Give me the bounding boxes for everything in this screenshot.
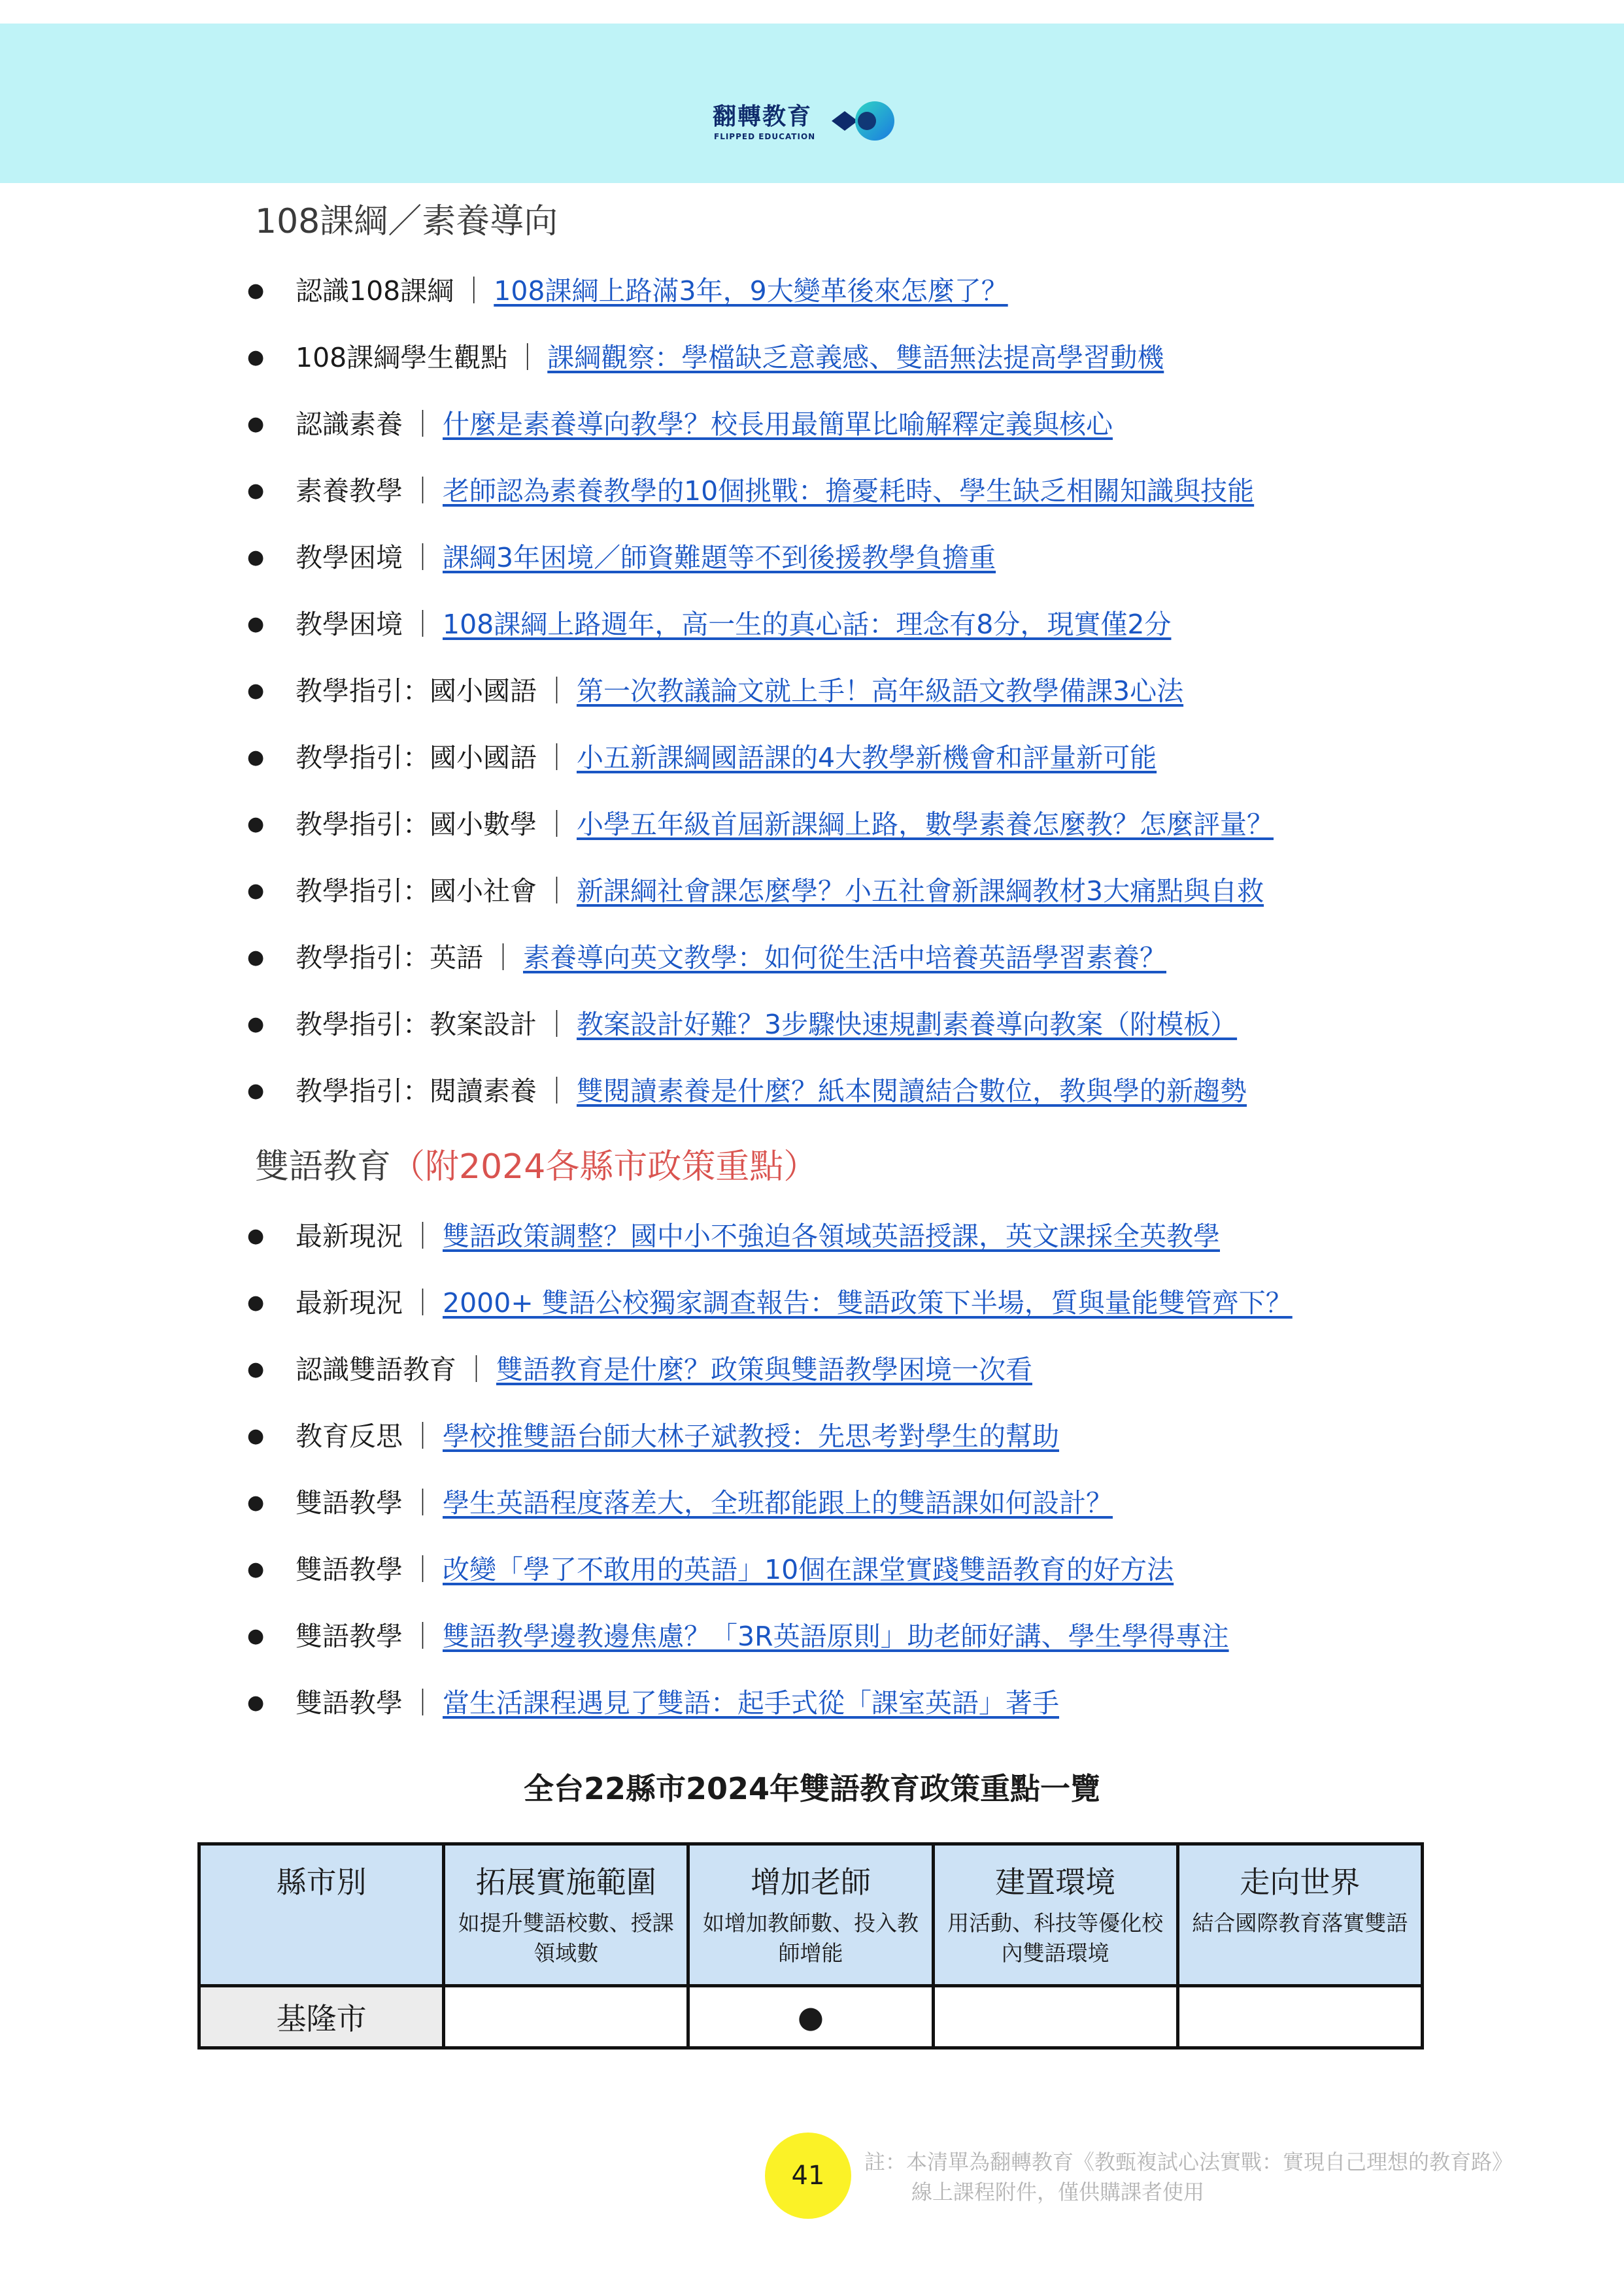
separator: ｜ (460, 275, 488, 307)
bullet: ● (247, 879, 265, 902)
list-item (247, 1680, 1059, 1726)
item-label: 教學困境 (296, 609, 403, 640)
list-item (247, 1480, 1113, 1526)
separator: ｜ (409, 609, 436, 640)
bullet: ● (247, 946, 265, 969)
bullet: ● (247, 813, 265, 835)
separator: ｜ (463, 1354, 490, 1385)
separator: ｜ (409, 1221, 436, 1252)
article-link[interactable]: 課綱觀察：學檔缺乏意義感、雙語無法提高學習動機 (547, 342, 1164, 373)
brand-logo[interactable] (713, 98, 909, 150)
header-main: 走向世界 (1240, 1864, 1361, 1900)
article-link[interactable]: 2000+ 雙語公校獨家調查報告：雙語政策下半場，質與量能雙管齊下？ (443, 1287, 1293, 1319)
header-build-environment (933, 1844, 1177, 1986)
list-item (247, 1002, 1237, 1047)
list-item (247, 1213, 1220, 1259)
policy-cell (933, 1986, 1177, 2048)
policy-cell: ● (688, 1986, 933, 2048)
separator: ｜ (409, 1554, 436, 1585)
separator: ｜ (409, 542, 436, 573)
list-item (247, 601, 1171, 647)
separator: ｜ (409, 475, 436, 507)
header-sub: 用活動、科技等優化校內雙語環境 (947, 1910, 1164, 1966)
article-link[interactable]: 雙語教學邊教邊焦慮？「3R英語原則」助老師好講、學生學得專注 (443, 1621, 1229, 1652)
article-link[interactable]: 小學五年級首屆新課綱上路，數學素養怎麼教？怎麼評量？ (577, 809, 1274, 840)
brand-name-zh: 翻轉教育 (713, 103, 813, 130)
item-label: 雙語教學 (296, 1687, 403, 1719)
list-item (247, 401, 1113, 447)
bullet: ● (247, 346, 265, 369)
brand-name-en: FLIPPED EDUCATION (714, 132, 816, 141)
section-title-curriculum (255, 194, 558, 243)
article-link[interactable]: 老師認為素養教學的10個挑戰：擔憂耗時、學生缺乏相關知識與技能 (443, 475, 1255, 507)
article-link[interactable]: 雙閱讀素養是什麼？紙本閱讀結合數位，教與學的新趨勢 (577, 1075, 1247, 1107)
separator: ｜ (543, 1009, 570, 1040)
separator: ｜ (409, 1621, 436, 1652)
separator: ｜ (543, 675, 570, 707)
bullet: ● (247, 1013, 265, 1036)
policy-cell (1177, 1986, 1422, 2048)
city-cell: 基隆市 (199, 1986, 444, 2048)
item-label: 108課綱學生觀點 (296, 342, 508, 373)
section-title-bilingual (255, 1139, 817, 1188)
separator: ｜ (409, 1287, 436, 1319)
bullet: ● (247, 679, 265, 702)
section-title-text: 雙語教育 (255, 1147, 392, 1187)
article-link[interactable]: 第一次教議論文就上手！高年級語文教學備課3心法 (577, 675, 1184, 707)
header-go-global (1177, 1844, 1422, 1986)
list-item (247, 535, 996, 581)
header-sub: 結合國際教育落實雙語 (1192, 1910, 1408, 1936)
item-label: 教學指引：教案設計 (296, 1009, 537, 1040)
separator: ｜ (543, 809, 570, 840)
article-link[interactable]: 什麼是素養導向教學？校長用最簡單比喻解釋定義與核心 (443, 409, 1113, 440)
item-label: 教學指引：英語 (296, 942, 483, 973)
item-label: 素養教學 (296, 475, 403, 507)
bullet: ● (247, 1079, 265, 1102)
section-title-text: 108課綱／素養導向 (255, 202, 558, 241)
footer-note-line1: 註：本清單為翻轉教育《教甄複試心法實戰：實現自己理想的教育路》 (864, 2150, 1514, 2174)
list-item (247, 468, 1254, 514)
separator: ｜ (543, 1075, 570, 1107)
separator: ｜ (543, 875, 570, 907)
table-header-row (199, 1844, 1423, 1986)
list-item (247, 868, 1264, 914)
bullet: ● (247, 279, 265, 302)
bullet: ● (247, 1691, 265, 1714)
item-label: 雙語教學 (296, 1487, 403, 1519)
list-item (247, 735, 1157, 781)
bullet: ● (247, 546, 265, 569)
header-sub: 如增加教師數、投入教師增能 (702, 1910, 919, 1966)
item-label: 認識雙語教育 (296, 1354, 456, 1385)
bullet: ● (247, 413, 265, 435)
policy-table (197, 1842, 1424, 2049)
item-label: 教學指引：國小數學 (296, 809, 537, 840)
bullet: ● (247, 1625, 265, 1647)
article-link[interactable]: 108課綱上路滿3年，9大變革後來怎麼了？ (494, 275, 1008, 307)
footer-note-line2: 線上課程附件，僅供購課者使用 (911, 2180, 1205, 2204)
header-city (199, 1844, 444, 1986)
article-link[interactable]: 108課綱上路週年，高一生的真心話：理念有8分，現實僅2分 (443, 609, 1172, 640)
item-label: 最新現況 (296, 1221, 403, 1252)
article-link[interactable]: 當生活課程遇見了雙語：起手式從「課室英語」著手 (443, 1687, 1059, 1719)
article-link[interactable]: 課綱3年困境／師資難題等不到後援教學負擔重 (443, 542, 996, 573)
item-label: 雙語教學 (296, 1621, 403, 1652)
article-link[interactable]: 教案設計好難？3步驟快速規劃素養導向教案（附模板） (577, 1009, 1238, 1040)
item-label: 認識108課綱 (296, 275, 454, 307)
article-link[interactable]: 學校推雙語台師大林子斌教授：先思考對學生的幫助 (443, 1421, 1059, 1452)
separator: ｜ (543, 742, 570, 773)
page-number: 41 (765, 2133, 851, 2219)
list-item (247, 668, 1183, 714)
item-label: 認識素養 (296, 409, 403, 440)
item-label: 教學指引：閱讀素養 (296, 1075, 537, 1107)
list-item (247, 1413, 1059, 1459)
item-label: 最新現況 (296, 1287, 403, 1319)
bullet: ● (247, 613, 265, 635)
bullet: ● (247, 1358, 265, 1381)
article-link[interactable]: 雙語政策調整？國中小不強迫各領域英語授課，英文課採全英教學 (443, 1221, 1220, 1252)
list-item (247, 1613, 1229, 1659)
separator: ｜ (409, 1421, 436, 1452)
item-label: 教學指引：國小國語 (296, 742, 537, 773)
bullet: ● (247, 746, 265, 769)
separator: ｜ (409, 1687, 436, 1719)
article-link[interactable]: 學生英語程度落差大，全班都能跟上的雙語課如何設計？ (443, 1487, 1113, 1519)
footer-note (864, 2147, 1513, 2207)
item-label: 教學指引：國小國語 (296, 675, 537, 707)
header-main: 增加老師 (750, 1864, 871, 1900)
header-add-teachers (688, 1844, 933, 1986)
list-item (247, 268, 1008, 314)
separator: ｜ (514, 342, 541, 373)
list-item (247, 1547, 1174, 1593)
table-title: 全台22縣市2024年雙語教育政策重點一覽 (523, 1771, 1101, 1806)
list-item (247, 1068, 1247, 1114)
article-link[interactable]: 小五新課綱國語課的4大教學新機會和評量新可能 (577, 742, 1157, 773)
item-label: 教學困境 (296, 542, 403, 573)
list-item (247, 1280, 1293, 1326)
item-label: 教育反思 (296, 1421, 403, 1452)
brand-mark-icon (829, 99, 901, 143)
bullet: ● (247, 1224, 265, 1247)
header-main: 縣市別 (276, 1864, 367, 1900)
item-label: 教學指引：國小社會 (296, 875, 537, 907)
header-main: 拓展實施範圍 (475, 1864, 656, 1900)
article-link[interactable]: 新課綱社會課怎麼學？小五社會新課綱教材3大痛點與自救 (577, 875, 1264, 907)
bullet: ● (247, 1291, 265, 1314)
bullet: ● (247, 1558, 265, 1581)
separator: ｜ (409, 1487, 436, 1519)
article-link[interactable]: 改變「學了不敢用的英語」10個在課堂實踐雙語教育的好方法 (443, 1554, 1174, 1585)
table-row (199, 1986, 1423, 2048)
list-item (247, 801, 1274, 847)
bullet: ● (247, 479, 265, 502)
bullet: ● (247, 1491, 265, 1514)
header-sub: 如提升雙語校數、授課領域數 (458, 1910, 674, 1966)
item-label: 雙語教學 (296, 1554, 403, 1585)
list-item (247, 335, 1164, 380)
article-link[interactable]: 雙語教育是什麼？政策與雙語教學困境一次看 (496, 1354, 1032, 1385)
list-item (247, 935, 1166, 981)
bullet: ● (247, 1425, 265, 1447)
separator: ｜ (409, 409, 436, 440)
header-expand-scope (444, 1844, 688, 1986)
separator: ｜ (490, 942, 516, 973)
list-item (247, 1347, 1032, 1392)
section-title-accent: （附2024各縣市政策重點） (391, 1147, 818, 1187)
header-main: 建置環境 (995, 1864, 1116, 1900)
article-link[interactable]: 素養導向英文教學：如何從生活中培養英語學習素養？ (523, 942, 1166, 973)
policy-cell (444, 1986, 688, 2048)
